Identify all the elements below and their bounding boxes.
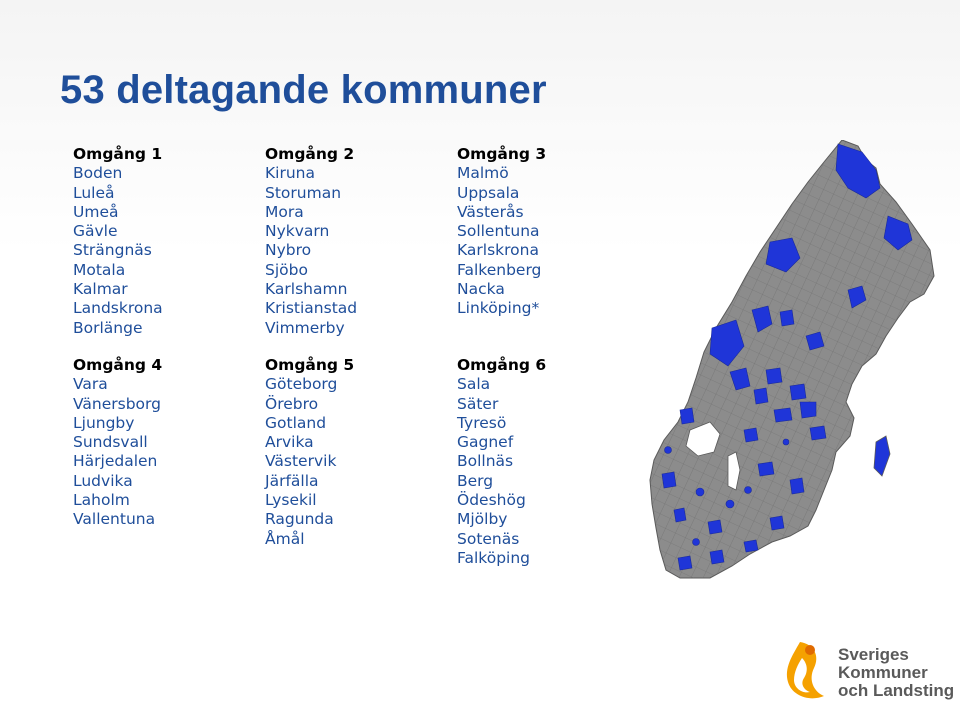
slide-title: 53 deltagande kommuner <box>60 68 547 112</box>
region-malmo <box>678 556 692 570</box>
municipality: Falkenberg <box>457 260 542 279</box>
municipality: Ragunda <box>265 510 334 529</box>
municipality: Sala <box>457 375 491 394</box>
municipality: Sollentuna <box>457 222 540 241</box>
round-3-list <box>457 145 546 319</box>
logo-line-3: och Landsting <box>838 681 955 700</box>
logo-line-2: Kommuner <box>838 663 928 682</box>
region-gagnef-falun <box>754 388 768 404</box>
round-1-list <box>73 145 163 338</box>
municipality: Nykvarn <box>265 222 330 241</box>
municipality: Ödeshög <box>457 491 526 510</box>
municipality: Ljungby <box>73 413 135 432</box>
municipality: Västervik <box>265 452 337 471</box>
municipality: Gotland <box>265 413 327 432</box>
region-gavle <box>790 384 806 400</box>
region-ljungby <box>708 520 722 534</box>
municipality: Karlskrona <box>457 241 539 260</box>
municipality: Kalmar <box>73 280 128 299</box>
municipality: Umeå <box>73 202 119 221</box>
municipality: Storuman <box>265 183 342 202</box>
region-orebro <box>744 428 758 442</box>
region-falkenberg <box>674 508 686 522</box>
municipality: Arvika <box>265 433 314 452</box>
municipality: Falköping <box>457 548 531 567</box>
region-small <box>665 447 672 454</box>
flame-icon <box>787 642 824 698</box>
municipality: Linköping* <box>457 299 540 318</box>
gotland-island <box>874 436 890 476</box>
region-linkoping <box>758 462 774 476</box>
region-small <box>745 487 752 494</box>
region-ragunda <box>780 310 794 326</box>
region-vastervik <box>790 478 804 494</box>
region-stockholm <box>810 426 826 440</box>
municipality: Säter <box>457 394 499 413</box>
region-small <box>696 488 704 496</box>
municipality: Tyresö <box>457 413 507 432</box>
municipality: Järfälla <box>265 471 319 490</box>
municipality: Mora <box>265 202 304 221</box>
municipality: Mjölby <box>457 510 508 529</box>
round-4-list <box>73 356 162 530</box>
municipality: Göteborg <box>265 375 338 394</box>
municipality: Kristianstad <box>265 299 358 318</box>
municipality: Berg <box>457 471 494 490</box>
municipality: Kiruna <box>265 164 315 183</box>
municipality: Vallentuna <box>73 510 156 529</box>
municipality: Vimmerby <box>265 318 345 337</box>
sweden-map <box>640 140 940 580</box>
municipality: Åmål <box>265 529 305 548</box>
round-5-heading: Omgång 5 <box>265 356 355 374</box>
round-6-heading: Omgång 6 <box>457 356 547 374</box>
municipality: Boden <box>73 164 123 183</box>
municipality: Lysekil <box>265 491 317 510</box>
round-4-heading: Omgång 4 <box>73 356 163 374</box>
municipality: Gävle <box>73 222 118 241</box>
municipality: Gagnef <box>457 433 514 452</box>
municipality: Motala <box>73 260 126 279</box>
round-5-list <box>265 356 354 549</box>
region-goteborg <box>662 472 676 488</box>
municipality: Nybro <box>265 241 312 260</box>
logo-text <box>838 646 954 700</box>
municipality: Borlänge <box>73 318 143 337</box>
municipality: Nacka <box>457 280 505 299</box>
region-kristianstad <box>710 550 724 564</box>
region-arvika <box>680 408 694 424</box>
municipality: Sjöbo <box>265 260 308 279</box>
region-small <box>693 539 700 546</box>
municipality: Malmö <box>457 164 509 183</box>
municipality: Karlshamn <box>265 280 348 299</box>
municipality: Vara <box>73 375 108 394</box>
logo-line-1: Sveriges <box>838 645 909 664</box>
municipality: Härjedalen <box>73 452 158 471</box>
round-1-heading: Omgång 1 <box>73 145 163 163</box>
municipality: Västerås <box>457 202 524 221</box>
municipality: Strängnäs <box>73 241 152 260</box>
municipality: Ludvika <box>73 471 133 490</box>
round-2-list <box>265 145 357 338</box>
municipality: Sotenäs <box>457 529 520 548</box>
municipality: Sundsvall <box>73 433 148 452</box>
municipality: Vänersborg <box>73 394 161 413</box>
region-vasteras-sala <box>774 408 792 422</box>
municipality: Landskrona <box>73 299 163 318</box>
round-3-heading: Omgång 3 <box>457 145 547 163</box>
municipality: Uppsala <box>457 183 520 202</box>
region-small <box>783 439 789 445</box>
region-kalmar <box>770 516 784 530</box>
municipality: Bollnäs <box>457 452 514 471</box>
municipality: Luleå <box>73 183 115 202</box>
municipality: Örebro <box>265 394 319 413</box>
round-2-heading: Omgång 2 <box>265 145 355 163</box>
municipality: Laholm <box>73 491 130 510</box>
region-bollnas <box>766 368 782 384</box>
region-karlskrona <box>744 540 758 552</box>
region-uppsala <box>800 402 816 418</box>
round-6-list <box>457 356 546 568</box>
region-small <box>726 500 734 508</box>
